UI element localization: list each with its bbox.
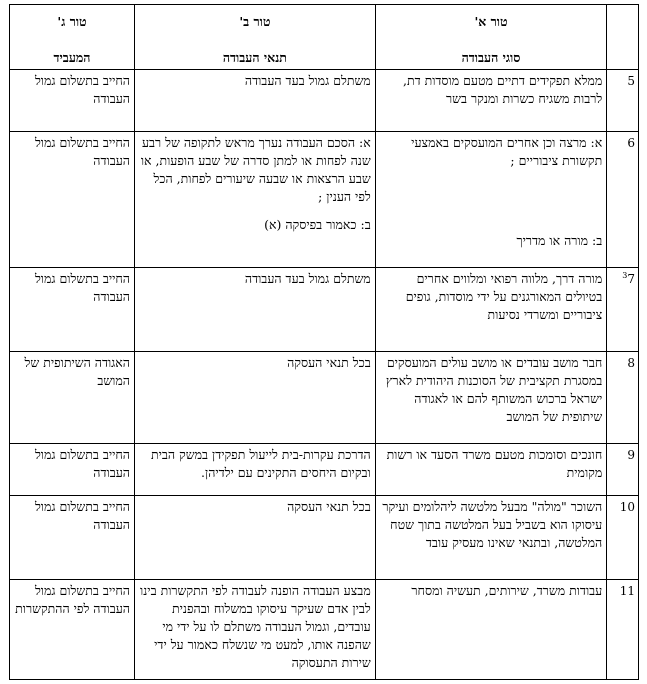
work-conditions-cell: בכל תנאי העסקה <box>135 352 376 444</box>
work-type-cell: חונכים וסומכות מטעם משרד הסעד או רשות מקומית <box>375 444 607 496</box>
table-header-row <box>10 5 639 70</box>
employer-cell: החייב בתשלום גמול העבודה <box>10 70 135 132</box>
row-number: 10 <box>607 496 639 580</box>
employer-cell: החייב בתשלום גמול העבודה לפי ההתקשרות <box>10 580 135 680</box>
work-type-cell: ממלא תפקידים דתיים מטעם מוסדות דת, לרבות משגיח כשרות ומנקר בשר <box>375 70 607 132</box>
col-b-subtitle: תנאי העבודה <box>222 50 287 65</box>
work-type-cell: עבודות משרד, שירותים, תעשיה ומסחר <box>375 580 607 680</box>
col-b-title: טור ב' <box>239 14 271 29</box>
employer-cell: החייב בתשלום גמול העבודה <box>10 132 135 268</box>
header-num-cell <box>607 5 639 70</box>
table-row <box>10 496 639 580</box>
row-number: $^3$7 <box>607 268 639 352</box>
employer-cell: החייב בתשלום גמול העבודה <box>10 496 135 580</box>
table-row <box>10 444 639 496</box>
row-number: 8 <box>607 352 639 444</box>
row-number: 6 <box>607 132 639 268</box>
row-number: 9 <box>607 444 639 496</box>
table-row <box>10 268 639 352</box>
work-type-cell: השוכר "מולה" מבעל מלטשה ליהלומים ועיקר עיסוקו הוא בשביל בעל המלטשה בתוך שטח המלטשה, ובתנאי שאינו מעסיק עובד <box>375 496 607 580</box>
table-row <box>10 132 639 268</box>
work-type-cell: חבר מושב עובדים או מושב עולים המועסקים במסגרת תקציבית של הסוכנות היהודית לארץ ישראל ברכוש המשותף להם או לאגודה שיתופית של המושב <box>375 352 607 444</box>
employer-cell: האגודה השיתופית של המושב <box>10 352 135 444</box>
work-conditions-part-a: א: הסכם העבודה נערך מראש לתקופה של רבע שנה לפחות או למתן סדרה של שבע הופעות, או שבע הרצאות או שבעה שיעורים לפחות, הכל לפי הענין ; <box>140 135 371 204</box>
header-col-c <box>10 5 135 70</box>
work-conditions-cell <box>135 132 376 268</box>
work-conditions-cell: משתלם גמול בעד העבודה <box>135 70 376 132</box>
col-c-title: טור ג' <box>57 14 87 29</box>
work-conditions-cell: בכל תנאי העסקה <box>135 496 376 580</box>
schedule-table <box>9 4 639 680</box>
footnote-marker: 3 <box>622 271 628 280</box>
header-col-b <box>135 5 376 70</box>
work-conditions-cell: הדרכת עקרות-בית לייעול תפקידן במשק הבית ובקיום היחסים התקינים עם ילדיהן. <box>135 444 376 496</box>
row-number: 5 <box>607 70 639 132</box>
work-type-cell <box>375 132 607 268</box>
work-conditions-cell: משתלם גמול בעד העבודה <box>135 268 376 352</box>
work-conditions-cell: מבצע העבודה הופנה לעבודה לפי התקשרות בינו לבין אדם שעיקר עיסוקו במשלוח ובהפנית עובדים, וגמול העבודה משתלם לו על ידי מי שהפנה אותו, למעט מי שנשלח כאמור על ידי שירות התעסוקה <box>135 580 376 680</box>
header-col-a <box>375 5 607 70</box>
table-row <box>10 580 639 680</box>
work-type-part-a: א: מרצה וכן אחרים המועסקים באמצעי תקשורת ציבוריים ; <box>411 135 603 168</box>
col-a-title: טור א' <box>474 14 508 29</box>
col-a-subtitle: סוגי העבודה <box>461 50 521 65</box>
employer-cell: החייב בתשלום גמול העבודה <box>10 444 135 496</box>
work-type-part-b: ב: מורה או מדריך <box>516 233 603 248</box>
table-row <box>10 352 639 444</box>
work-type-cell: מורה דרך, מלווה רפואי ומלווים אחרים בטיולים המאורגנים על ידי מוסדות, גופים ציבוריים ומשרדי נסיעות <box>375 268 607 352</box>
work-conditions-part-b: ב: כאמור בפיסקה (א) <box>264 217 371 232</box>
col-c-subtitle: המעביד <box>53 50 91 65</box>
table-row <box>10 70 639 132</box>
row-number: 11 <box>607 580 639 680</box>
employer-cell: החייב בתשלום גמול העבודה <box>10 268 135 352</box>
